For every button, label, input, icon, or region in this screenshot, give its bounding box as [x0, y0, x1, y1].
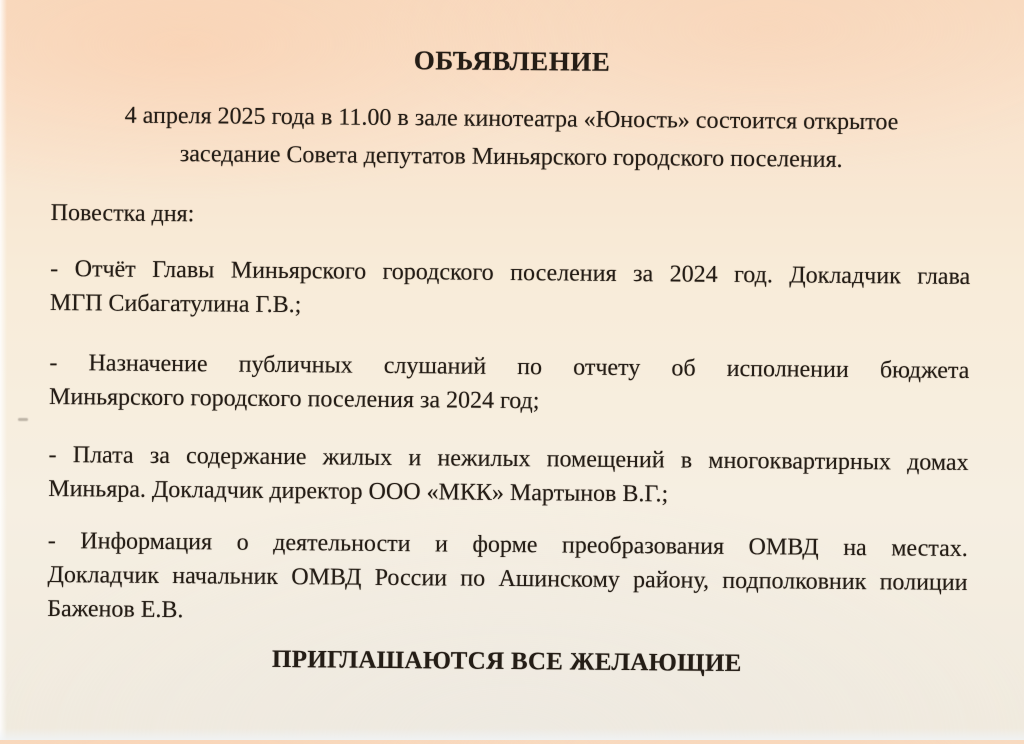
agenda-item-line: МГП Сибагатулина Г.В.; — [49, 289, 302, 319]
agenda-item-police-info — [47, 524, 968, 634]
agenda-heading: Повестка дня: — [50, 199, 195, 228]
agenda-item-public-hearings — [49, 346, 970, 422]
agenda-item-housing-fees — [48, 438, 969, 514]
agenda-item-line: Баженов Е.В. — [47, 595, 184, 624]
intro-paragraph — [51, 96, 972, 180]
agenda-item-line: - Отчёт Главы Миньярского городского поселения за 2024 год. Докладчик глава — [50, 255, 971, 290]
agenda-item-line: - Назначение публичных слушаний по отчету об исполнении бюджета — [49, 349, 970, 384]
intro-line: 4 апреля 2025 года в 11.00 в зале кинотеатра «Юность» состоится открытое — [124, 102, 899, 136]
agenda-item-report-head — [50, 252, 971, 328]
invitation-footer: ПРИГЛАШАЮТСЯ ВСЕ ЖЕЛАЮЩИЕ — [271, 645, 742, 678]
agenda-item-line: - Информация о деятельности и форме преобразования ОМВД на местах. — [47, 527, 968, 562]
agenda-item-line: - Плата за содержание жилых и нежилых помещений в многоквартирных домах — [48, 441, 969, 476]
agenda-item-line: Миньяра. Докладчик директор ООО «МКК» Мартынов В.Г.; — [48, 475, 669, 508]
intro-line: заседание Совета депутатов Миньярского городского поселения. — [179, 141, 843, 173]
agenda-item-line: Докладчик начальник ОМВД России по Ашинскому району, подполковник полиции — [47, 561, 968, 596]
agenda-item-line: Миньярского городского поселения за 2024 год; — [48, 383, 540, 415]
document-title: ОБЪЯВЛЕНИЕ — [413, 45, 611, 77]
